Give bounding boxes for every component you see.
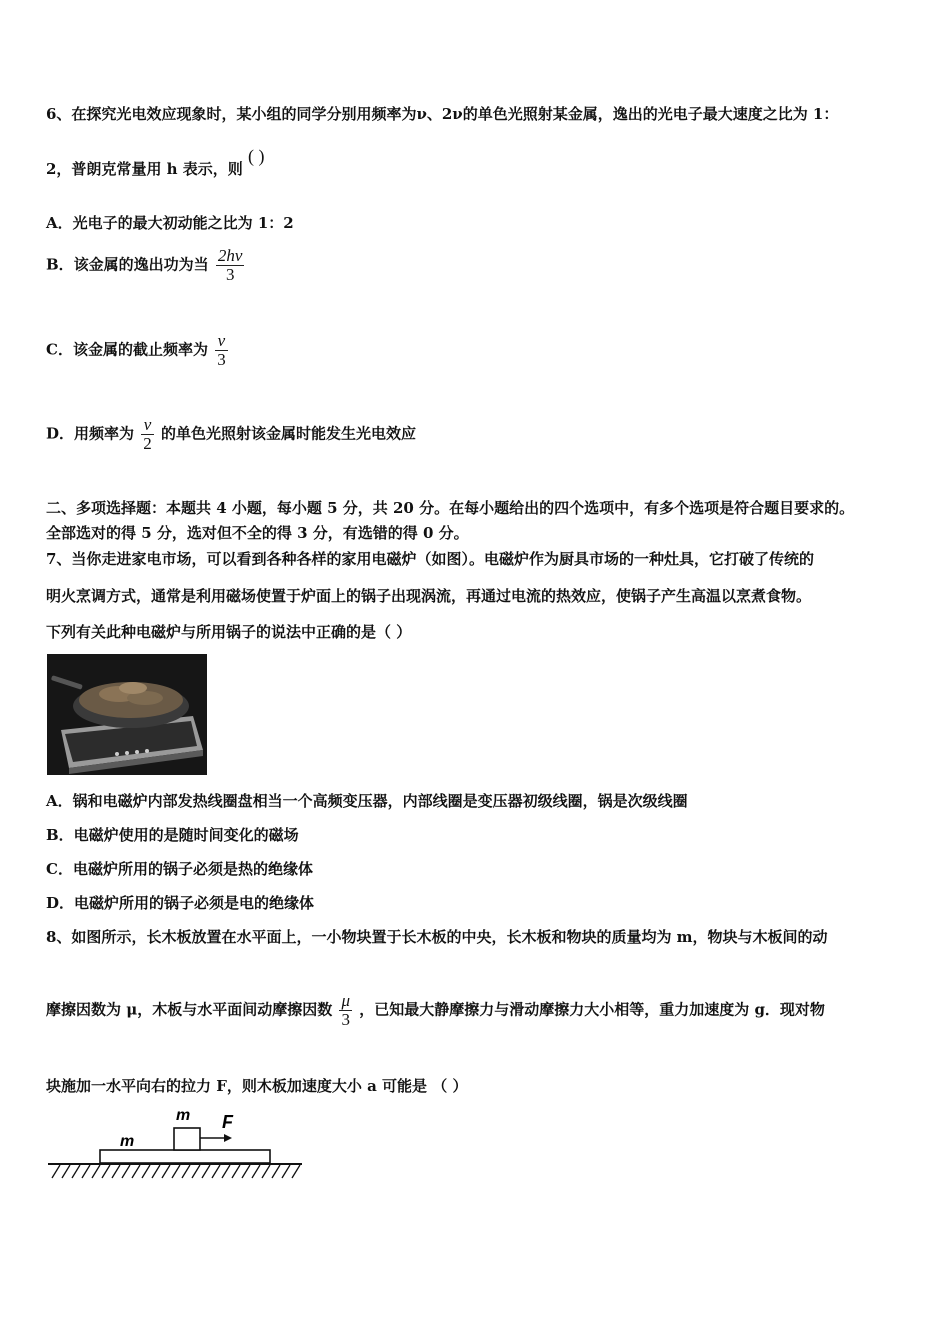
section2-line1: 二、多项选择题：本题共 4 小题，每小题 5 分，共 20 分。在每小题给出的四个选项中，有多个选项是符合题目要求的。	[46, 499, 855, 517]
induction-cooker-illustration	[47, 654, 207, 775]
fraction	[141, 416, 154, 453]
q6-option-b	[46, 247, 246, 284]
fraction-denominator: 2	[143, 434, 152, 453]
force-label: F	[222, 1112, 233, 1132]
q7-line2: 明火烹调方式，通常是利用磁场使置于炉面上的锅子出现涡流，再通过电流的热效应，使锅子产生高温以烹煮食物。	[46, 587, 812, 605]
fraction-denominator: 3	[225, 265, 235, 284]
fraction-numerator: 2hν	[217, 246, 243, 265]
q7-option-a: A．锅和电磁炉内部发热线圈盘相当一个高频变压器，内部线圈是变压器初级线圈，锅是次级线圈	[46, 792, 688, 810]
q6-line1: 6、在探究光电效应现象时，某小组的同学分别用频率为ν、2ν的单色光照射某金属，逸出的光电子最大速度之比为 1：	[46, 105, 839, 123]
fraction-denominator: 3	[341, 1010, 350, 1029]
fraction	[339, 992, 352, 1029]
q6-option-d-pre: D．用频率为	[46, 424, 135, 443]
ground-hatching	[52, 1165, 300, 1178]
q6-option-a: A．光电子的最大初动能之比为 1：2	[46, 214, 294, 232]
long-board	[100, 1150, 270, 1163]
board-block-svg	[46, 1102, 306, 1182]
q6-option-d-post: 的单色光照射该金属时能发生光电效应	[160, 424, 416, 443]
q8-line2-pre: 摩擦因数为 μ，木板与水平面间动摩擦因数	[46, 1000, 333, 1019]
arrow-head-icon	[224, 1134, 232, 1142]
fraction	[215, 332, 228, 369]
q6-option-c	[46, 332, 230, 369]
q8-line1: 8、如图所示，长木板放置在水平面上，一小物块置于长木板的中央，长木板和物块的质量均为 m，物块与木板间的动	[46, 928, 828, 946]
q6-option-c-text: C．该金属的截止频率为	[46, 340, 208, 359]
q7-option-c: C．电磁炉所用的锅子必须是热的绝缘体	[46, 860, 313, 878]
q7-line3: 下列有关此种电磁炉与所用锅子的说法中正确的是（ ）	[46, 623, 412, 641]
fraction-denominator: 3	[217, 350, 226, 369]
q6-option-b-text: B．该金属的逸出功为当	[46, 255, 209, 274]
q7-option-d: D．电磁炉所用的锅子必须是电的绝缘体	[46, 894, 315, 912]
q7-line1: 7、当你走进家电市场，可以看到各种各样的家用电磁炉（如图）。电磁炉作为厨具市场的一种灶具，它打破了传统的	[46, 550, 814, 568]
q6-option-d	[46, 416, 416, 453]
q8-line3: 块施加一水平向右的拉力 F，则木板加速度大小 a 可能是 （ ）	[46, 1077, 468, 1095]
q8-line2-post: ，已知最大静摩擦力与滑动摩擦力大小相等，重力加速度为 g．现对物	[359, 1000, 825, 1019]
section2-line2: 全部选对的得 5 分，选对但不全的得 3 分，有选错的得 0 分。	[46, 524, 469, 542]
fraction	[216, 247, 245, 284]
induction-cooker-photo	[47, 654, 207, 775]
answer-paren: ( )	[248, 146, 265, 166]
fraction-numerator: ν	[141, 416, 154, 435]
fraction-numerator: μ	[341, 991, 350, 1010]
board-mass-label: m	[120, 1133, 135, 1150]
small-block	[174, 1128, 200, 1150]
q7-option-b: B．电磁炉使用的是随时间变化的磁场	[46, 826, 299, 844]
board-block-diagram	[46, 1102, 306, 1182]
block-mass-label: m	[176, 1107, 191, 1124]
q6-line2	[46, 146, 265, 179]
fraction-numerator: ν	[215, 332, 228, 351]
q6-line2-text: 2，普朗克常量用 h 表示，则	[46, 160, 243, 178]
q8-line2	[46, 992, 825, 1029]
